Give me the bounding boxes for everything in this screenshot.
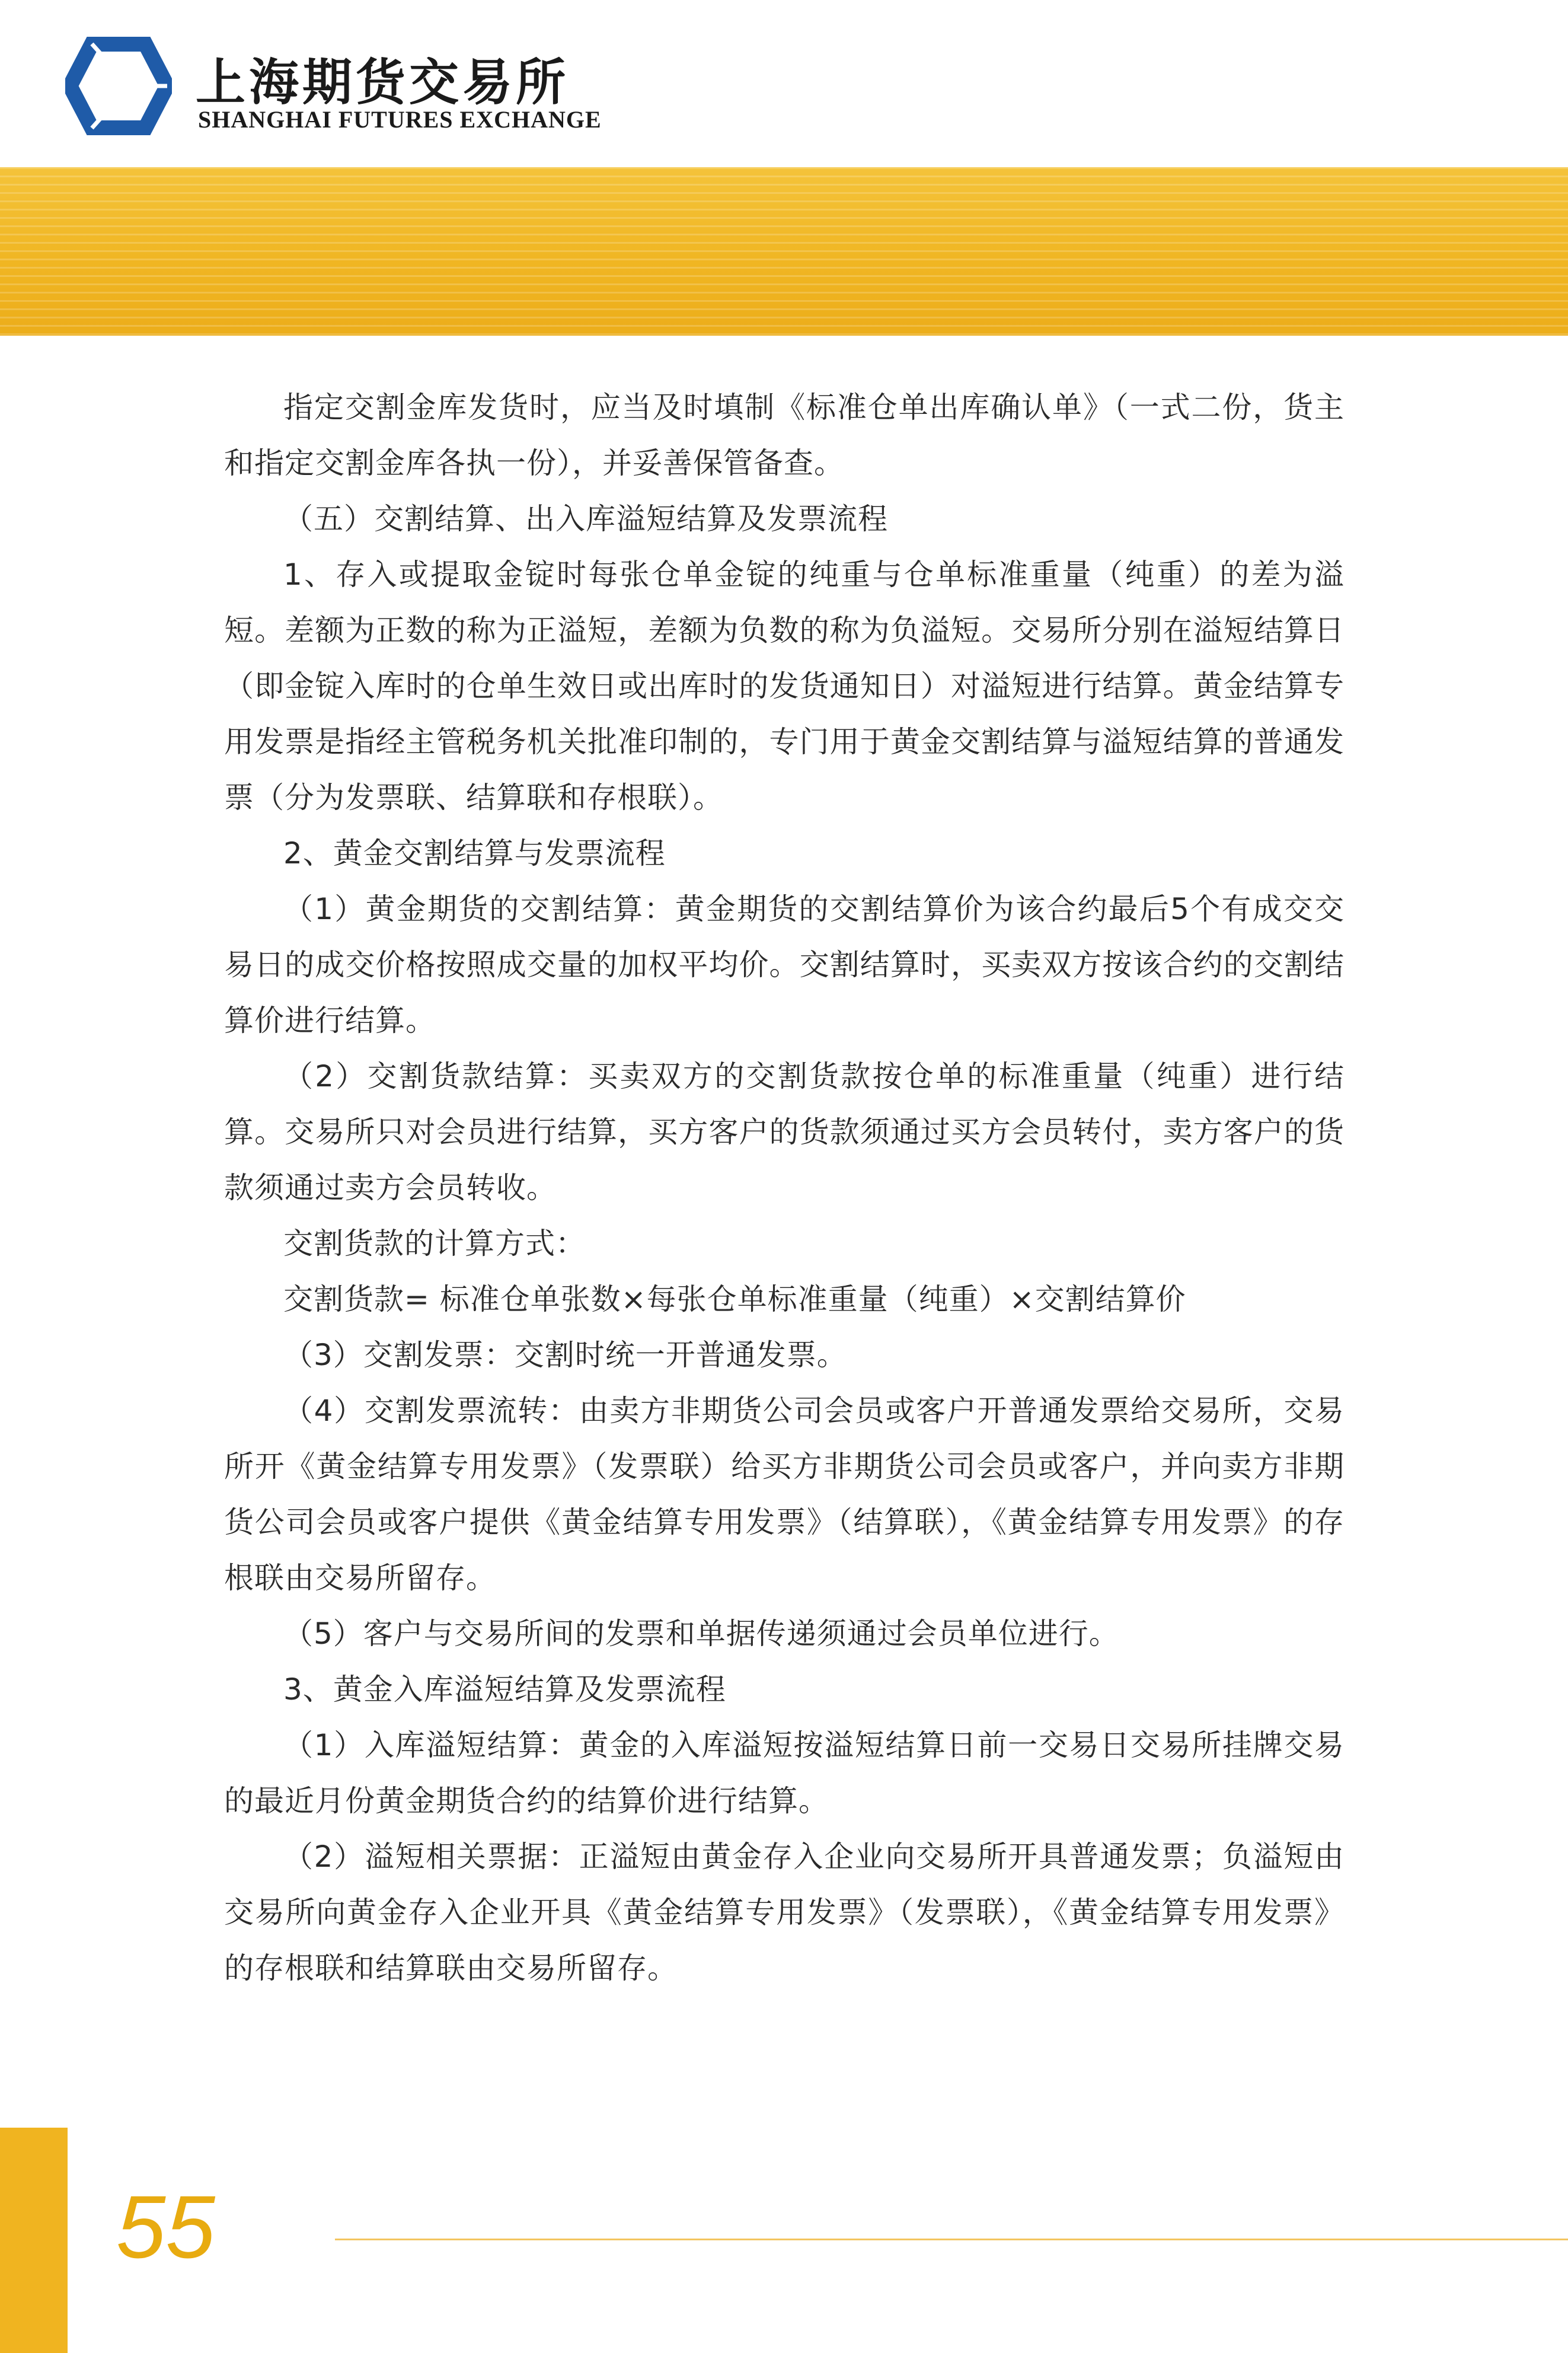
page-number: 55 [116, 2177, 215, 2277]
brand-name-en: SHANGHAI FUTURES EXCHANGE [198, 106, 602, 133]
paragraph: 1、存入或提取金锭时每张仓单金锭的纯重与仓单标准重量（纯重）的差为溢短。差额为正数的称为正溢短，差额为负数的称为负溢短。交易所分别在溢短结算日（即金锭入库时的仓单生效日或出库时的发货通知日）对溢短进行结算。黄金结算专用发票是指经主管税务机关批准印制的，专门用于黄金交割结算与溢短结算的普通发票（分为发票联、结算联和存根联）。 [224, 557, 1345, 815]
paragraph: （1）黄金期货的交割结算：黄金期货的交割结算价为该合约最后5个有成交交易日的成交价格按照成交量的加权平均价。交割结算时，买卖双方按该合约的交割结算价进行结算。 [224, 892, 1345, 1038]
document-body [224, 380, 1345, 1996]
footer-side-bar [0, 2128, 68, 2353]
brand-name-cn: 上海期货交易所 [196, 53, 570, 111]
paragraph: （2）交割货款结算：买卖双方的交割货款按仓单的标准重量（纯重）进行结算。交易所只对会员进行结算，买方客户的货款须通过买方会员转付，卖方客户的货款须通过卖方会员转收。 [224, 1059, 1345, 1205]
paragraph: （4）交割发票流转：由卖方非期货公司会员或客户开普通发票给交易所，交易所开《黄金结算专用发票》（发票联）给买方非期货公司会员或客户，并向卖方非期货公司会员或客户提供《黄金结算专用发票》（结算联），《黄金结算专用发票》的存根联由交易所留存。 [224, 1394, 1345, 1595]
paragraph: （3）交割发票：交割时统一开普通发票。 [283, 1338, 847, 1372]
formula: 交割货款= 标准仓单张数×每张仓单标准重量（纯重）×交割结算价 [283, 1282, 1186, 1316]
paragraph: 交割货款的计算方式： [283, 1226, 586, 1261]
paragraph: （2）溢短相关票据：正溢短由黄金存入企业向交易所开具普通发票；负溢短由交易所向黄金存入企业开具《黄金结算专用发票》（发票联），《黄金结算专用发票》的存根联和结算联由交易所留存。 [224, 1839, 1345, 1985]
subsection-heading: 2、黄金交割结算与发票流程 [283, 836, 666, 871]
paragraph: 指定交割金库发货时，应当及时填制《标准仓单出库确认单》（一式二份，货主和指定交割金库各执一份），并妥善保管备查。 [224, 390, 1345, 480]
section-heading: （五）交割结算、出入库溢短结算及发票流程 [283, 502, 888, 536]
header-band [0, 167, 1568, 336]
footer-divider [335, 2239, 1568, 2240]
subsection-heading: 3、黄金入库溢短结算及发票流程 [283, 1672, 726, 1707]
paragraph: （5）客户与交易所间的发票和单据传递须通过会员单位进行。 [283, 1617, 1119, 1651]
sfe-hexagon-logo-icon [65, 37, 172, 135]
paragraph: （1）入库溢短结算：黄金的入库溢短按溢短结算日前一交易日交易所挂牌交易的最近月份黄金期货合约的结算价进行结算。 [224, 1728, 1345, 1818]
